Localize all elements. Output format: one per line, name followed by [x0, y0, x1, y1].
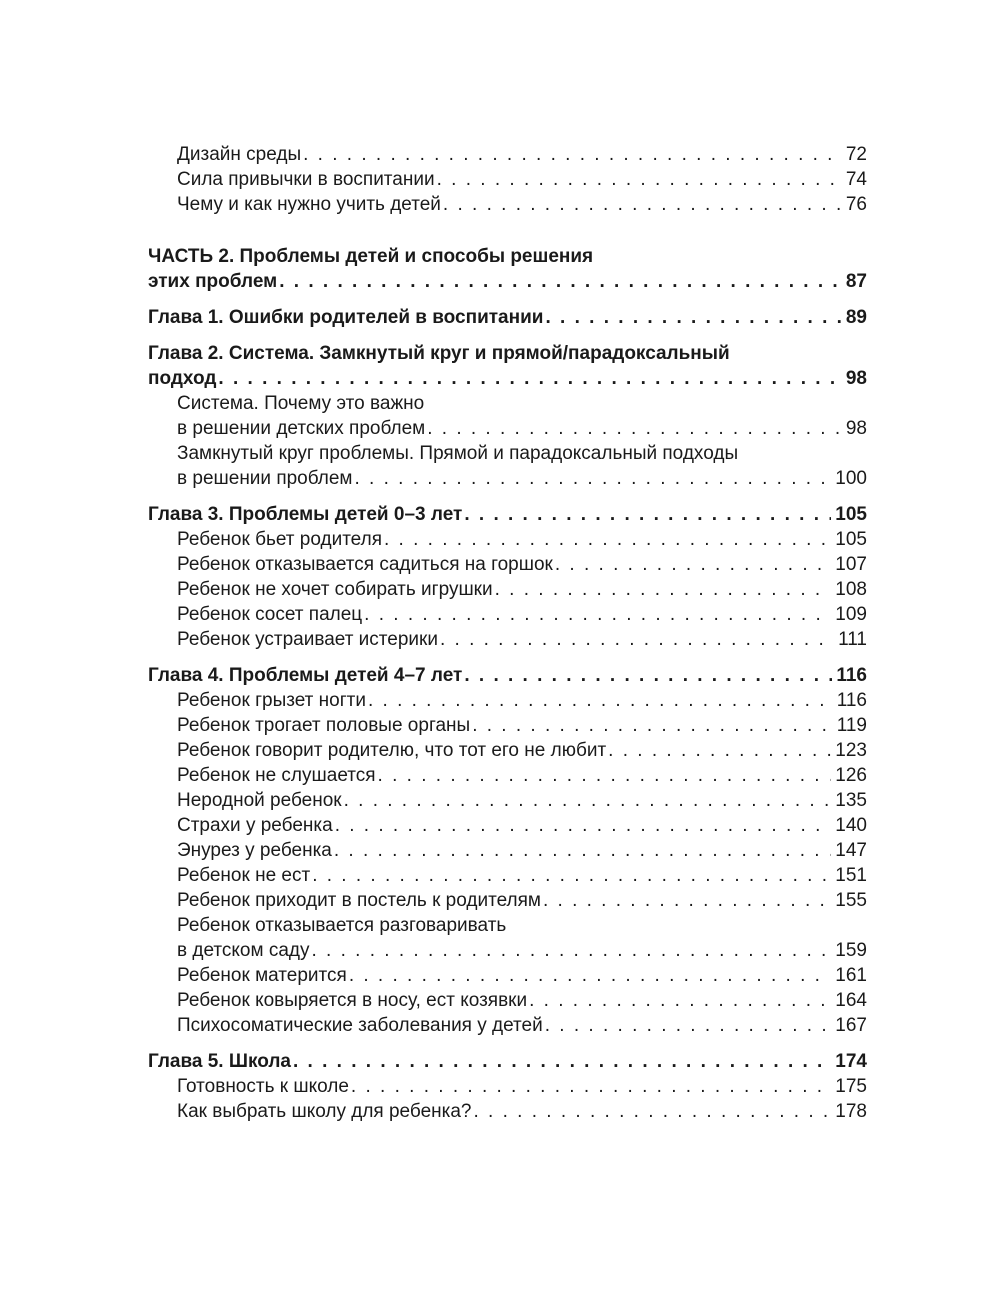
- toc-entry-row: [148, 305, 867, 330]
- toc-entry-title: Ребенок не слушается: [177, 765, 376, 786]
- toc-entry-title: Ребенок устраивает истерики: [177, 629, 438, 650]
- dot-leader: [311, 938, 831, 963]
- dot-leader: [364, 602, 831, 627]
- toc-entry-title: Неродной ребенок: [177, 790, 342, 811]
- toc-entry-title: Ребенок приходит в постель к родителям: [177, 890, 541, 911]
- toc-section-entry: [148, 713, 867, 738]
- toc-entry-row: [177, 863, 867, 888]
- toc-entry-title: в детском саду: [177, 940, 310, 961]
- toc-page-number: 87: [845, 271, 867, 292]
- toc-entry-title: Готовность к школе: [177, 1076, 349, 1097]
- toc-entry-row: [177, 1099, 867, 1124]
- dot-leader: [545, 1013, 832, 1038]
- toc-entry-row: [177, 577, 867, 602]
- toc-section-entry: [148, 1074, 867, 1099]
- dot-leader: [312, 863, 831, 888]
- dot-leader: [427, 416, 842, 441]
- dot-leader: [555, 552, 831, 577]
- toc-page-number: 109: [835, 604, 867, 625]
- toc-chapter-entry: [148, 305, 867, 330]
- dot-leader: [440, 627, 834, 652]
- toc-section-entry: [148, 602, 867, 627]
- dot-leader: [334, 838, 831, 863]
- toc-entry-title-line: ЧАСТЬ 2. Проблемы детей и способы решения: [148, 246, 594, 267]
- toc-section-entry: [148, 863, 867, 888]
- toc-entry-title: Ребенок матерится: [177, 965, 347, 986]
- dot-leader: [344, 788, 832, 813]
- toc-section-entry: [148, 552, 867, 577]
- toc-page-number: 126: [835, 765, 867, 786]
- toc-section-entry: [148, 167, 867, 192]
- toc-page-number: 155: [835, 890, 867, 911]
- toc-page-number: 116: [836, 690, 867, 711]
- toc-page-number: 123: [835, 740, 867, 761]
- toc-page-number: 174: [835, 1051, 867, 1072]
- toc-page-number: 164: [835, 990, 867, 1011]
- toc-entry-title: Ребенок трогает половые органы: [177, 715, 471, 736]
- toc-entry-title-line: Глава 2. Система. Замкнутый круг и прямой/парадоксальный: [148, 343, 730, 364]
- toc-entry-row: [177, 988, 867, 1013]
- dot-leader: [437, 167, 842, 192]
- toc-chapter-entry: [148, 341, 867, 391]
- dot-leader: [303, 142, 842, 167]
- toc-entry-title: Ребенок бьет родителя: [177, 529, 382, 550]
- toc-entry-title-line: Система. Почему это важно: [177, 393, 425, 414]
- toc-entry-row: [177, 167, 867, 192]
- toc-entry-title: Страхи у ребенка: [177, 815, 333, 836]
- dot-leader: [474, 1099, 832, 1124]
- toc-entry-row: [177, 738, 867, 763]
- toc-entry-title: в решении проблем: [177, 468, 353, 489]
- toc-section-entry: [148, 963, 867, 988]
- dot-leader: [279, 269, 842, 294]
- toc-section-entry: [148, 813, 867, 838]
- toc-page-number: 100: [835, 468, 867, 489]
- toc-section-entry: [148, 391, 867, 441]
- toc-entry-title: Ребенок говорит родителю, что тот его не любит: [177, 740, 607, 761]
- toc-entry-title: Ребенок сосет палец: [177, 604, 363, 625]
- toc-page-number: 140: [835, 815, 867, 836]
- dot-leader: [545, 305, 841, 330]
- toc-section-entry: [148, 577, 867, 602]
- toc-entry-row: [177, 838, 867, 863]
- toc-entry-row: [148, 663, 867, 688]
- toc-page-number: 116: [836, 665, 867, 686]
- toc-page-number: 98: [845, 418, 867, 439]
- toc-entry-row: [177, 788, 867, 813]
- dot-leader: [543, 888, 831, 913]
- toc-entry-title: Глава 5. Школа: [148, 1051, 291, 1072]
- toc-entry-row: [177, 888, 867, 913]
- toc-entry-row: [177, 688, 867, 713]
- dot-leader: [218, 366, 841, 391]
- toc-page-number: 105: [835, 504, 867, 525]
- toc-section-entry: [148, 913, 867, 963]
- dot-leader: [443, 192, 842, 217]
- toc-page-number: 151: [835, 865, 867, 886]
- toc-entry-row: [177, 627, 867, 652]
- toc-entry-row: [177, 813, 867, 838]
- toc-page-number: 161: [835, 965, 867, 986]
- dot-leader: [608, 738, 831, 763]
- toc-page-number: 119: [836, 715, 867, 736]
- toc-page-number: 159: [835, 940, 867, 961]
- toc-entry-row: [177, 142, 867, 167]
- toc-section-entry: [148, 627, 867, 652]
- toc-entry-title: этих проблем: [148, 271, 278, 292]
- toc-entry-title: Глава 3. Проблемы детей 0–3 лет: [148, 504, 463, 525]
- toc-page-number: 98: [845, 368, 867, 389]
- toc-chapter-entry: [148, 663, 867, 688]
- toc-entry-row: [177, 552, 867, 577]
- toc-entry-row: [177, 713, 867, 738]
- toc-page-number: 147: [835, 840, 867, 861]
- dot-leader: [354, 466, 831, 491]
- toc-page-number: 74: [845, 169, 867, 190]
- toc-entry-row: [177, 527, 867, 552]
- toc-page-number: 72: [845, 144, 867, 165]
- toc-entry-row: [177, 192, 867, 217]
- dot-leader: [384, 527, 831, 552]
- toc-entry-title: Психосоматические заболевания у детей: [177, 1015, 543, 1036]
- toc-entry-row: [177, 1074, 867, 1099]
- toc-entry-title-line: Замкнутый круг проблемы. Прямой и парадоксальный подходы: [177, 443, 739, 464]
- dot-leader: [464, 502, 831, 527]
- toc-section-entry: [148, 788, 867, 813]
- toc-chapter-entry: [148, 244, 867, 294]
- dot-leader: [495, 577, 832, 602]
- toc-page-number: 135: [835, 790, 867, 811]
- toc-page-number: 178: [835, 1101, 867, 1122]
- toc-chapter-entry: [148, 502, 867, 527]
- toc-section-entry: [148, 688, 867, 713]
- toc-entry-row: [148, 502, 867, 527]
- dot-leader: [349, 963, 831, 988]
- toc-section-entry: [148, 192, 867, 217]
- toc-entry-title: Глава 1. Ошибки родителей в воспитании: [148, 307, 544, 328]
- dot-leader: [464, 663, 832, 688]
- toc-page-number: 175: [835, 1076, 867, 1097]
- toc-entry-row: [177, 963, 867, 988]
- dot-leader: [351, 1074, 831, 1099]
- toc-entry-title: подход: [148, 368, 217, 389]
- table-of-contents: [148, 142, 867, 1124]
- toc-entry-title: Как выбрать школу для ребенка?: [177, 1101, 472, 1122]
- toc-entry-row: [177, 466, 867, 491]
- toc-section-entry: [148, 838, 867, 863]
- toc-entry-title: Ребенок не хочет собирать игрушки: [177, 579, 493, 600]
- toc-entry-row: [177, 938, 867, 963]
- toc-entry-title: Сила привычки в воспитании: [177, 169, 435, 190]
- dot-leader: [293, 1049, 831, 1074]
- toc-entry-title: в решении детских проблем: [177, 418, 426, 439]
- toc-entry-title: Глава 4. Проблемы детей 4–7 лет: [148, 665, 463, 686]
- toc-entry-title: Чему и как нужно учить детей: [177, 194, 441, 215]
- toc-section-entry: [148, 738, 867, 763]
- toc-page-number: 105: [835, 529, 867, 550]
- toc-entry-row: [148, 269, 867, 294]
- toc-section-entry: [148, 441, 867, 491]
- toc-section-entry: [148, 763, 867, 788]
- dot-leader: [529, 988, 831, 1013]
- toc-section-entry: [148, 888, 867, 913]
- toc-page-number: 108: [835, 579, 867, 600]
- toc-entry-title: Ребенок отказывается садиться на горшок: [177, 554, 553, 575]
- dot-leader: [368, 688, 833, 713]
- toc-entry-title: Ребенок грызет ногти: [177, 690, 366, 711]
- toc-entry-title: Ребенок не ест: [177, 865, 311, 886]
- toc-entry-row: [148, 1049, 867, 1074]
- toc-page-number: 167: [835, 1015, 867, 1036]
- toc-section-entry: [148, 142, 867, 167]
- toc-section-entry: [148, 1013, 867, 1038]
- toc-section-entry: [148, 527, 867, 552]
- toc-page-number: 111: [838, 629, 867, 650]
- toc-entry-row: [177, 602, 867, 627]
- toc-chapter-entry: [148, 1049, 867, 1074]
- toc-entry-title: Дизайн среды: [177, 144, 302, 165]
- toc-entry-title-line: Ребенок отказывается разговаривать: [177, 915, 507, 936]
- toc-entry-row: [177, 416, 867, 441]
- dot-leader: [472, 713, 833, 738]
- toc-section-entry: [148, 988, 867, 1013]
- toc-entry-title: Ребенок ковыряется в носу, ест козявки: [177, 990, 528, 1011]
- toc-entry-row: [177, 763, 867, 788]
- toc-page-number: 89: [845, 307, 867, 328]
- toc-section-entry: [148, 1099, 867, 1124]
- dot-leader: [335, 813, 832, 838]
- toc-entry-row: [148, 366, 867, 391]
- toc-entry-title: Энурез у ребенка: [177, 840, 332, 861]
- dot-leader: [378, 763, 832, 788]
- toc-entry-row: [177, 1013, 867, 1038]
- toc-page-number: 76: [845, 194, 867, 215]
- toc-page-number: 107: [835, 554, 867, 575]
